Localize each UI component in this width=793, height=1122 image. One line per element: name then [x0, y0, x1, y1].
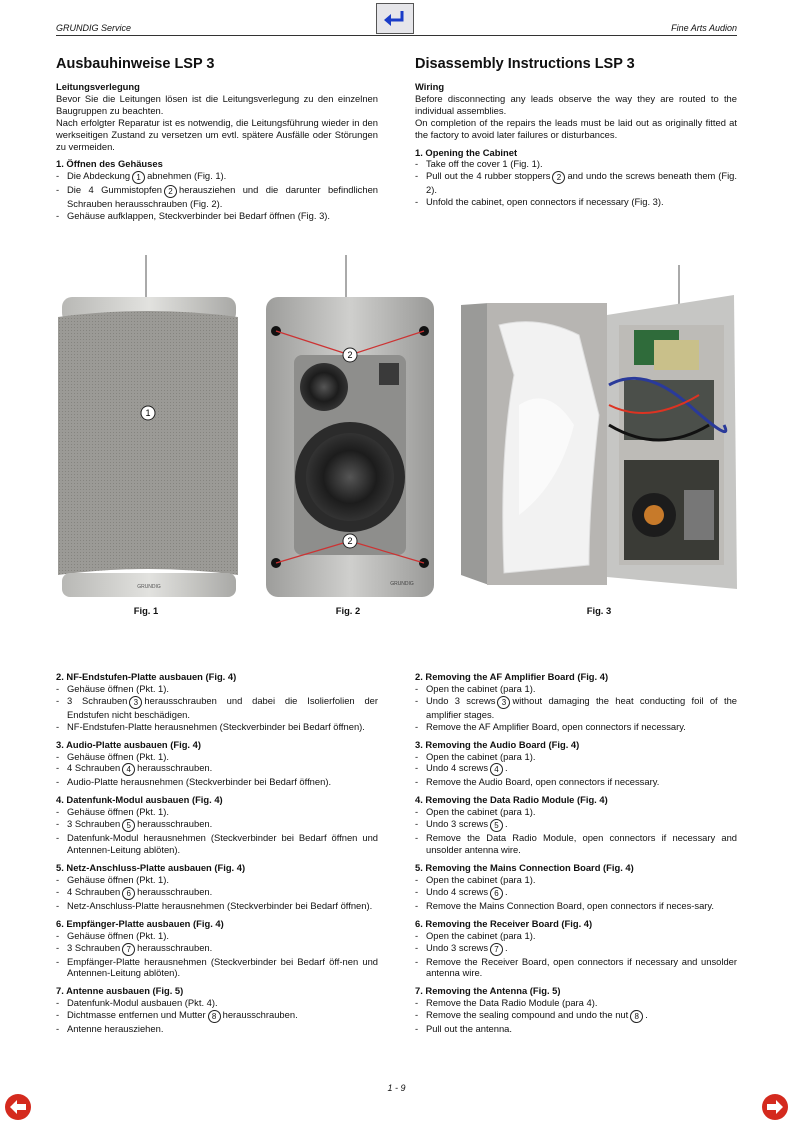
- callout-marker: 5: [122, 819, 135, 832]
- fig2-speaker-open: [264, 255, 436, 605]
- section-title: 4. Removing the Data Radio Module (Fig. 4): [415, 794, 608, 806]
- title-english: Disassembly Instructions LSP 3: [415, 56, 635, 72]
- callout-marker: 8: [630, 1010, 643, 1023]
- paragraph: Before disconnecting any leads observe the way they are routed to the individual assemblies.: [415, 92, 737, 116]
- section-title: 6. Removing the Receiver Board (Fig. 4): [415, 917, 593, 929]
- figure-caption: Fig. 3: [586, 605, 612, 616]
- callout-marker: 2: [347, 350, 353, 360]
- callout-marker: 1: [145, 408, 151, 418]
- callout-marker: 2: [552, 171, 565, 184]
- list-item: - Gehäuse öffnen (Pkt. 1).: [56, 751, 378, 763]
- section: [56, 918, 378, 980]
- section: [415, 862, 737, 912]
- figure-caption: Fig. 1: [133, 605, 159, 616]
- list-item: - 3 Schrauben 7 herausschrauben.: [56, 942, 378, 956]
- list-item: - Gehäuse öffnen (Pkt. 1).: [56, 806, 378, 818]
- paragraph: Nach erfolgter Reparatur ist es notwendig, die Leitungsführung wieder in den werkseitigen Zustand zu versetzen um evtl. spätere Ausfälle oder Störungen zu vermeiden.: [56, 116, 378, 152]
- section-title: 7. Antenne ausbauen (Fig. 5): [56, 985, 184, 997]
- intro-english: [415, 56, 737, 208]
- header-product: Fine Arts Audion: [671, 23, 737, 33]
- list-item: - Remove the Audio Board, open connectors if necessary.: [415, 776, 737, 788]
- subtitle-english: Wiring: [415, 81, 445, 92]
- list-item: - Open the cabinet (para 1).: [415, 874, 737, 886]
- list-item: - Gehäuse öffnen (Pkt. 1).: [56, 874, 378, 886]
- title-german: Ausbauhinweise LSP 3: [56, 56, 215, 72]
- list-item: - 3 Schrauben 5 herausschrauben.: [56, 818, 378, 832]
- callout-marker: 1: [132, 171, 145, 184]
- callout-marker: 2: [347, 536, 353, 546]
- list-item: - Remove the AF Amplifier Board, open connectors if necessary.: [415, 721, 737, 733]
- section-title: 2. Removing the AF Amplifier Board (Fig. 4): [415, 671, 609, 682]
- previous-page-button[interactable]: [5, 1094, 31, 1120]
- callout-marker: 6: [490, 887, 503, 900]
- callout-marker: 4: [490, 763, 503, 776]
- list-item: - Remove the Data Radio Module, open connectors if necessary and unsolder antenna wire.: [415, 832, 737, 856]
- list-item: - Undo 4 screws 6 .: [415, 886, 737, 900]
- list-item: - 4 Schrauben 6 herausschrauben.: [56, 886, 378, 900]
- fig3-cabinet-unfolded: [459, 255, 739, 600]
- list-item: - Undo 3 screws 5 .: [415, 818, 737, 832]
- section: [415, 985, 737, 1035]
- list-item: - Dichtmasse entfernen und Mutter 8 herausschrauben.: [56, 1009, 378, 1023]
- section-title: 1. Opening the Cabinet: [415, 146, 518, 158]
- list-item: - 4 Schrauben 4 herausschrauben.: [56, 762, 378, 776]
- list-item: - Empfänger-Platte herausnehmen (Steckverbinder bei Bedarf öff-nen und Antennen-Leitung ablöten).: [56, 956, 378, 980]
- section-title: 5. Netz-Anschluss-Platte ausbauen (Fig. 4): [56, 861, 246, 873]
- list-item: - Gehäuse öffnen (Pkt. 1).: [56, 683, 378, 695]
- header-brand: GRUNDIG Service: [56, 23, 132, 33]
- section-title: 4. Datenfunk-Modul ausbauen (Fig. 4): [56, 794, 223, 806]
- figures-area: [56, 255, 738, 625]
- subtitle-german: Leitungsverlegung: [56, 81, 140, 92]
- paragraph: On completion of the repairs the leads must be laid out as originally fitted at the factory to avoid later failures or disturbances.: [415, 116, 737, 140]
- list-item: - Open the cabinet (para 1).: [415, 930, 737, 942]
- list-item: - Die 4 Gummistopfen 2 herausziehen und die darunter befindlichen Schrauben herausschrauben (Fig. 2).: [56, 184, 378, 210]
- return-arrow-icon: [382, 8, 408, 30]
- brand-logo: GRUNDIG: [137, 584, 161, 590]
- callout-marker: 7: [490, 943, 503, 956]
- list-item: - Undo 3 screws 7 .: [415, 942, 737, 956]
- fig1-speaker-covered: [56, 255, 241, 605]
- page-number: 1 - 9: [387, 1083, 406, 1093]
- sections-english: [415, 671, 737, 1035]
- list-item: - Open the cabinet (para 1).: [415, 683, 737, 695]
- section-title: 3. Audio-Platte ausbauen (Fig. 4): [56, 738, 201, 750]
- callout-marker: 6: [122, 887, 135, 900]
- section: [415, 794, 737, 856]
- callout-marker: 7: [122, 943, 135, 956]
- list-item: - 3 Schrauben 3 herausschrauben und dabei die Isolierfolien der Endstufen nicht beschädigen.: [56, 695, 378, 721]
- list-item: - Gehäuse aufklappen, Steckverbinder bei Bedarf öffnen (Fig. 3).: [56, 210, 378, 222]
- callout-marker: 5: [490, 819, 503, 832]
- section: [56, 794, 378, 856]
- callout-marker: 3: [129, 696, 142, 709]
- list-item: - Gehäuse öffnen (Pkt. 1).: [56, 930, 378, 942]
- list-item: - Audio-Platte herausnehmen (Steckverbinder bei Bedarf öffnen).: [56, 776, 378, 788]
- brand-logo: GRUNDIG: [390, 581, 414, 587]
- section-title: 7. Removing the Antenna (Fig. 5): [415, 985, 561, 997]
- arrow-right-icon: [767, 1100, 783, 1114]
- list-item: - Remove the Data Radio Module (para 4).: [415, 997, 737, 1009]
- section-title: 6. Empfänger-Platte ausbauen (Fig. 4): [56, 917, 224, 929]
- section: [56, 985, 378, 1035]
- callout-marker: 2: [164, 185, 177, 198]
- section: [56, 739, 378, 789]
- callout-marker: 8: [208, 1010, 221, 1023]
- header-divider: [56, 35, 737, 36]
- list-item: - Datenfunk-Modul ausbauen (Pkt. 4).: [56, 997, 378, 1009]
- callout-marker: 4: [122, 763, 135, 776]
- list-item: - Pull out the 4 rubber stoppers 2 and undo the screws beneath them (Fig. 2).: [415, 170, 737, 196]
- list-item: - Pull out the antenna.: [415, 1023, 737, 1035]
- back-button[interactable]: [376, 3, 414, 34]
- section-title: 1. Öffnen des Gehäuses: [56, 158, 163, 170]
- list-item: - Die Abdeckung 1 abnehmen (Fig. 1).: [56, 170, 378, 184]
- list-item: - Take off the cover 1 (Fig. 1).: [415, 158, 737, 170]
- section: [415, 918, 737, 980]
- section: [56, 671, 378, 733]
- section-title: 5. Removing the Mains Connection Board (Fig. 4): [415, 861, 634, 873]
- list-item: - Antenne herausziehen.: [56, 1023, 378, 1035]
- list-item: - Datenfunk-Modul herausnehmen (Steckverbinder bei Bedarf öffnen und Antennen-Leitung ablöten).: [56, 832, 378, 856]
- arrow-left-icon: [10, 1100, 26, 1114]
- list-item: - NF-Endstufen-Platte herausnehmen (Steckverbinder bei Bedarf öffnen).: [56, 721, 378, 733]
- section: [415, 671, 737, 733]
- list-item: - Remove the Mains Connection Board, open connectors if neces-sary.: [415, 900, 737, 912]
- section: [415, 739, 737, 789]
- figure-caption: Fig. 2: [335, 605, 361, 616]
- section-title: 2. NF-Endstufen-Platte ausbauen (Fig. 4): [56, 671, 237, 682]
- section: [56, 862, 378, 912]
- list-item: - Undo 4 screws 4 .: [415, 762, 737, 776]
- list-item: - Remove the sealing compound and undo the nut 8 .: [415, 1009, 737, 1023]
- list-item: - Undo 3 screws 3 without damaging the heat conducting foil of the amplifier stages.: [415, 695, 737, 721]
- intro-german: [56, 56, 378, 222]
- list-item: - Remove the Receiver Board, open connectors if necessary and unsolder antenna wire.: [415, 956, 737, 980]
- list-item: - Open the cabinet (para 1).: [415, 751, 737, 763]
- paragraph: Bevor Sie die Leitungen lösen ist die Leitungsverlegung zu den einzelnen Baugruppen zu beachten.: [56, 92, 378, 116]
- list-item: - Unfold the cabinet, open connectors if necessary (Fig. 3).: [415, 196, 737, 208]
- list-item: - Open the cabinet (para 1).: [415, 806, 737, 818]
- next-page-button[interactable]: [762, 1094, 788, 1120]
- list-item: - Netz-Anschluss-Platte herausnehmen (Steckverbinder bei Bedarf öffnen).: [56, 900, 378, 912]
- sections-german: [56, 671, 378, 1035]
- section-title: 3. Removing the Audio Board (Fig. 4): [415, 738, 580, 750]
- callout-marker: 3: [497, 696, 510, 709]
